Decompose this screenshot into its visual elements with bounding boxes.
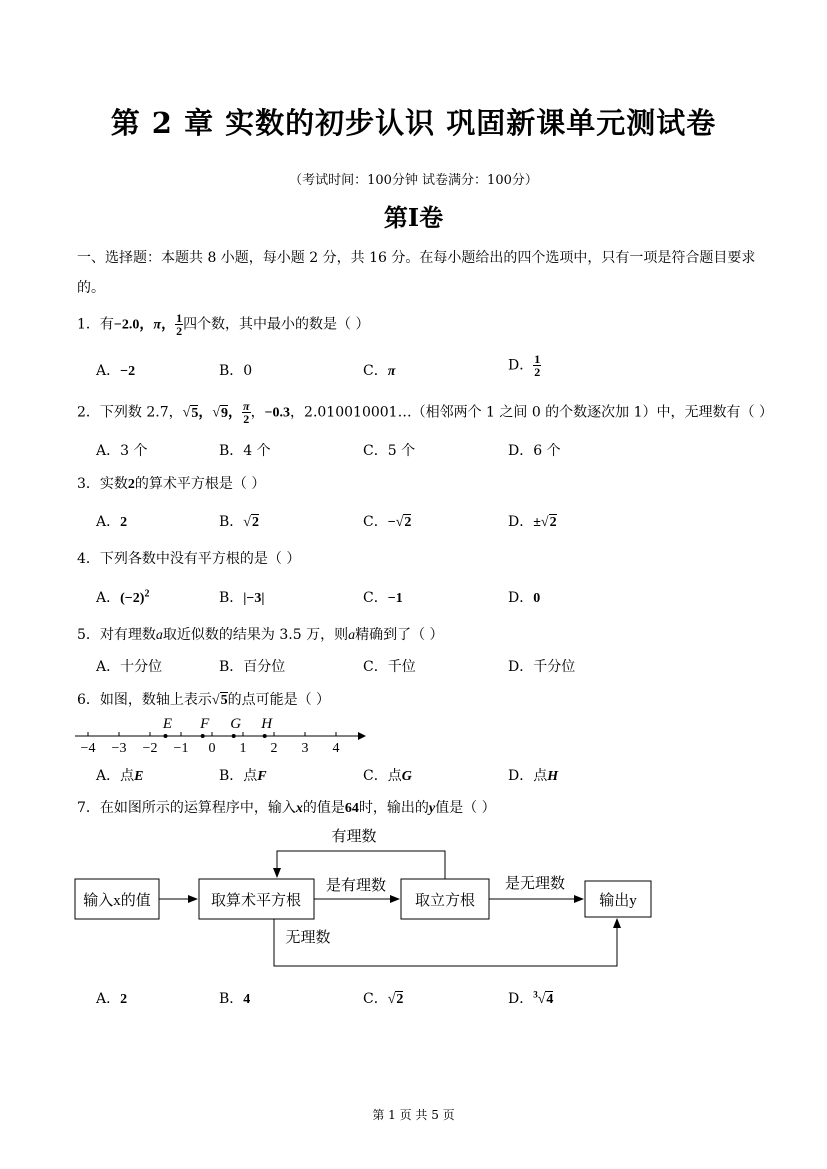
q5-option-a[interactable]: A．十分位	[96, 659, 163, 675]
q6-option-b[interactable]: B．点F	[219, 768, 267, 784]
flowchart-figure	[70, 820, 660, 975]
q1-option-b[interactable]: B．0	[219, 363, 253, 379]
q1-option-d[interactable]: D． $\frac{1}{2}$	[508, 352, 541, 379]
question-7: 7．在如图所示的运算程序中，输入x的值是64时，输出的y值是（ ）	[77, 800, 496, 816]
q2-option-c[interactable]: C．5 个	[363, 443, 416, 459]
number-line-figure	[70, 708, 370, 758]
q5-option-b[interactable]: B．百分位	[219, 659, 286, 675]
label-loop-rational: 有理数	[331, 829, 377, 845]
q5-option-d[interactable]: D．千分位	[508, 659, 576, 675]
point-label: E	[162, 716, 173, 732]
cbrt-box-label: 取立方根	[414, 893, 476, 909]
q7-option-a[interactable]: A．2	[96, 991, 128, 1007]
tick-label: −4	[80, 741, 96, 756]
point-E	[164, 734, 168, 738]
exam-info: （考试时间：100分钟 试卷满分：100分）	[289, 173, 538, 188]
q6-option-a[interactable]: A．点E	[96, 768, 144, 784]
q1-option-a[interactable]: A．−2	[96, 363, 136, 379]
tick-label: 3	[301, 741, 309, 756]
q2-option-d[interactable]: D．6 个	[508, 443, 561, 459]
point-label: F	[200, 716, 210, 732]
label-irrational: 无理数	[285, 930, 331, 946]
q6-option-c[interactable]: C．点G	[363, 768, 412, 784]
q3-option-c[interactable]: C．−√2	[363, 514, 412, 530]
q2-option-b[interactable]: B．4 个	[219, 443, 271, 459]
volume-heading: 第I卷	[383, 203, 444, 232]
question-2: 2．下列数 2.7，√5，√9， $\frac{\pi}{2}$ ，−0.3，2.010010001…（相邻两个 1 之间 0 的个数逐次加 1）中，无理数有（ ）	[77, 399, 773, 426]
input-box-label: 输入x的值	[83, 893, 151, 909]
tick-label: −1	[173, 741, 189, 756]
sqrt-box-label: 取算术平方根	[210, 893, 302, 909]
q7-option-d[interactable]: D．$^3$√4	[508, 989, 554, 1007]
question-6: 6．如图，数轴上表示√5的点可能是（ ）	[77, 692, 331, 708]
q1-option-c[interactable]: C．π	[363, 363, 396, 379]
section-instructions: 一、选择题：本题共 8 小题，每小题 2 分，共 16 分。在每小题给出的四个选项中，只有一项是符合题目要求的。	[77, 250, 756, 296]
question-1: 1．有−2.0，π， $\frac{1}{2}$ 四个数，其中最小的数是（ ）	[77, 311, 370, 338]
point-label: H	[261, 716, 273, 732]
q4-option-a[interactable]: A．$(-2)^2$	[96, 588, 150, 606]
tick-label: 4	[332, 741, 340, 756]
q7-option-b[interactable]: B．4	[219, 991, 251, 1007]
q4-option-b[interactable]: B．|−3|	[219, 590, 265, 606]
q5-option-c[interactable]: C．千位	[363, 659, 416, 675]
tick-label: 0	[208, 741, 216, 756]
q3-option-a[interactable]: A．2	[96, 514, 128, 530]
point-F	[201, 734, 205, 738]
q6-option-d[interactable]: D．点H	[508, 768, 559, 784]
q2-option-a[interactable]: A．3 个	[96, 443, 148, 459]
q3-option-d[interactable]: D．±√2	[508, 514, 557, 530]
q7-option-c[interactable]: C．√2	[363, 991, 404, 1007]
q4-option-d[interactable]: D．0	[508, 590, 541, 606]
tick-label: −2	[142, 741, 158, 756]
page-footer: 第 1 页 共 5 页	[372, 1108, 455, 1122]
output-box-label: 输出y	[599, 893, 637, 909]
tick-label: 2	[270, 741, 278, 756]
question-5: 5．对有理数a取近似数的结果为 3.5 万，则a精确到了（ ）	[77, 627, 444, 643]
point-label: G	[230, 716, 242, 732]
arrow-loop-back	[277, 851, 445, 879]
tick-label: −3	[111, 741, 127, 756]
page-title: 第 2 章 实数的初步认识 巩固新课单元测试卷	[110, 106, 717, 140]
q3-option-b[interactable]: B．√2	[219, 514, 259, 530]
point-G	[232, 734, 236, 738]
question-3: 3．实数2的算术平方根是（ ）	[77, 476, 266, 492]
q4-option-c[interactable]: C．−1	[363, 590, 403, 606]
axis-arrow-icon	[358, 732, 366, 740]
label-is-irrational: 是无理数	[504, 876, 566, 892]
question-4: 4．下列各数中没有平方根的是（ ）	[77, 551, 301, 567]
tick-label: 1	[239, 741, 247, 756]
label-is-rational: 是有理数	[325, 878, 387, 894]
point-H	[263, 734, 267, 738]
